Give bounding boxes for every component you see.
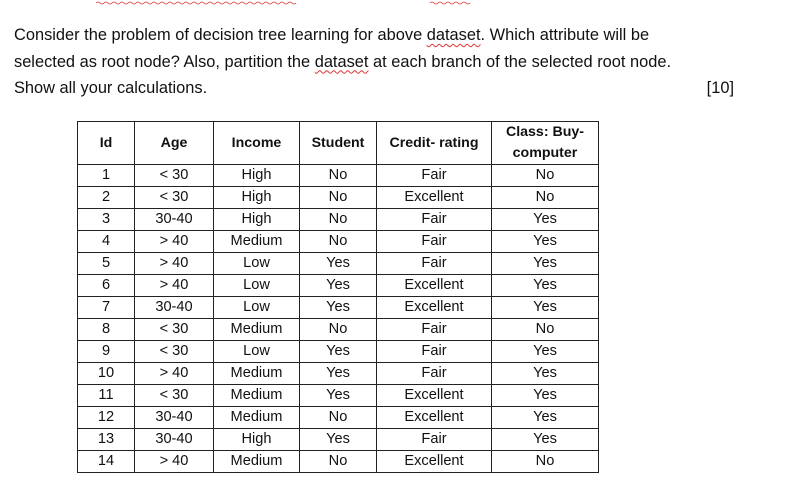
cell-student: Yes — [300, 275, 377, 297]
header-class: Class: Buy- computer — [492, 122, 599, 165]
table-row — [78, 363, 599, 385]
cell-age: > 40 — [135, 451, 214, 473]
cell-student: No — [300, 165, 377, 187]
table-row — [78, 297, 599, 319]
cell-id: 11 — [78, 385, 135, 407]
cell-age: < 30 — [135, 341, 214, 363]
cell-age: > 40 — [135, 231, 214, 253]
cell-class: Yes — [492, 385, 599, 407]
cell-student: No — [300, 407, 377, 429]
cell-student: Yes — [300, 385, 377, 407]
cell-id: 1 — [78, 165, 135, 187]
cell-income: Low — [214, 297, 300, 319]
cell-credit-rating: Excellent — [377, 297, 492, 319]
cell-student: No — [300, 319, 377, 341]
cell-credit-rating: Fair — [377, 165, 492, 187]
cell-id: 10 — [78, 363, 135, 385]
cell-credit-rating: Fair — [377, 253, 492, 275]
question-line-1: Consider the problem of decision tree learning for above dataset. Which attribute will be — [14, 26, 650, 44]
cell-student: Yes — [300, 341, 377, 363]
marked-word: dataset — [314, 52, 369, 71]
header-credit-rating: Credit- rating — [377, 122, 492, 165]
cell-class: Yes — [492, 429, 599, 451]
cell-class: Yes — [492, 209, 599, 231]
cell-class: Yes — [492, 253, 599, 275]
cell-student: No — [300, 231, 377, 253]
cell-class: Yes — [492, 341, 599, 363]
top-edge-spellcheck-marks — [0, 0, 785, 6]
cell-class: No — [492, 451, 599, 473]
cell-credit-rating: Excellent — [377, 451, 492, 473]
table-row — [78, 451, 599, 473]
cell-credit-rating: Fair — [377, 341, 492, 363]
cell-income: High — [214, 187, 300, 209]
table-row — [78, 385, 599, 407]
cell-age: < 30 — [135, 187, 214, 209]
header-id: Id — [78, 122, 135, 165]
cell-id: 2 — [78, 187, 135, 209]
cell-credit-rating: Fair — [377, 363, 492, 385]
question-line-2: selected as root node? Also, partition the dataset at each branch of the selected root node. — [14, 52, 672, 71]
cell-income: Low — [214, 341, 300, 363]
table-row — [78, 231, 599, 253]
cell-age: 30-40 — [135, 429, 214, 451]
table-row — [78, 319, 599, 341]
cell-class: No — [492, 319, 599, 341]
cell-income: Medium — [214, 407, 300, 429]
table-row — [78, 253, 599, 275]
cell-credit-rating: Fair — [377, 231, 492, 253]
cell-class: Yes — [492, 275, 599, 297]
dataset-table — [77, 121, 599, 473]
cell-credit-rating: Excellent — [377, 407, 492, 429]
cell-age: 30-40 — [135, 407, 214, 429]
cell-student: Yes — [300, 429, 377, 451]
table-row — [78, 407, 599, 429]
cell-income: High — [214, 429, 300, 451]
cell-age: > 40 — [135, 253, 214, 275]
cell-class: No — [492, 187, 599, 209]
cell-class: Yes — [492, 407, 599, 429]
cell-student: Yes — [300, 253, 377, 275]
cell-class: Yes — [492, 297, 599, 319]
cell-age: 30-40 — [135, 297, 214, 319]
cell-credit-rating: Excellent — [377, 385, 492, 407]
cell-income: High — [214, 209, 300, 231]
cell-age: > 40 — [135, 275, 214, 297]
question-text — [14, 22, 734, 102]
cell-student: Yes — [300, 363, 377, 385]
cell-income: High — [214, 165, 300, 187]
table-row — [78, 429, 599, 451]
cell-student: No — [300, 187, 377, 209]
cell-id: 6 — [78, 275, 135, 297]
cell-credit-rating: Excellent — [377, 187, 492, 209]
cell-credit-rating: Fair — [377, 319, 492, 341]
cell-id: 7 — [78, 297, 135, 319]
header-age: Age — [135, 122, 214, 165]
cell-id: 5 — [78, 253, 135, 275]
table-row — [78, 341, 599, 363]
header-income: Income — [214, 122, 300, 165]
cell-income: Medium — [214, 451, 300, 473]
cell-credit-rating: Fair — [377, 429, 492, 451]
cell-income: Medium — [214, 319, 300, 341]
cell-income: Medium — [214, 363, 300, 385]
cell-id: 3 — [78, 209, 135, 231]
cell-income: Low — [214, 253, 300, 275]
header-row — [78, 122, 599, 165]
cell-credit-rating: Fair — [377, 209, 492, 231]
table-row — [78, 187, 599, 209]
cell-id: 9 — [78, 341, 135, 363]
cell-age: < 30 — [135, 319, 214, 341]
cell-id: 8 — [78, 319, 135, 341]
table-row — [78, 209, 599, 231]
cell-id: 14 — [78, 451, 135, 473]
marks-label: [10] — [706, 79, 734, 97]
cell-id: 12 — [78, 407, 135, 429]
cell-income: Medium — [214, 231, 300, 253]
cell-income: Low — [214, 275, 300, 297]
cell-credit-rating: Excellent — [377, 275, 492, 297]
cell-age: > 40 — [135, 363, 214, 385]
header-student: Student — [300, 122, 377, 165]
cell-class: No — [492, 165, 599, 187]
table-row — [78, 275, 599, 297]
cell-student: No — [300, 451, 377, 473]
cell-income: Medium — [214, 385, 300, 407]
cell-age: < 30 — [135, 385, 214, 407]
question-line-3: Show all your calculations. [10] — [14, 75, 734, 102]
cell-student: Yes — [300, 297, 377, 319]
cell-class: Yes — [492, 363, 599, 385]
cell-id: 13 — [78, 429, 135, 451]
cell-id: 4 — [78, 231, 135, 253]
table-row — [78, 165, 599, 187]
cell-student: No — [300, 209, 377, 231]
cell-class: Yes — [492, 231, 599, 253]
table-body — [78, 165, 599, 473]
cell-age: 30-40 — [135, 209, 214, 231]
cell-age: < 30 — [135, 165, 214, 187]
marked-word: dataset — [426, 26, 481, 44]
